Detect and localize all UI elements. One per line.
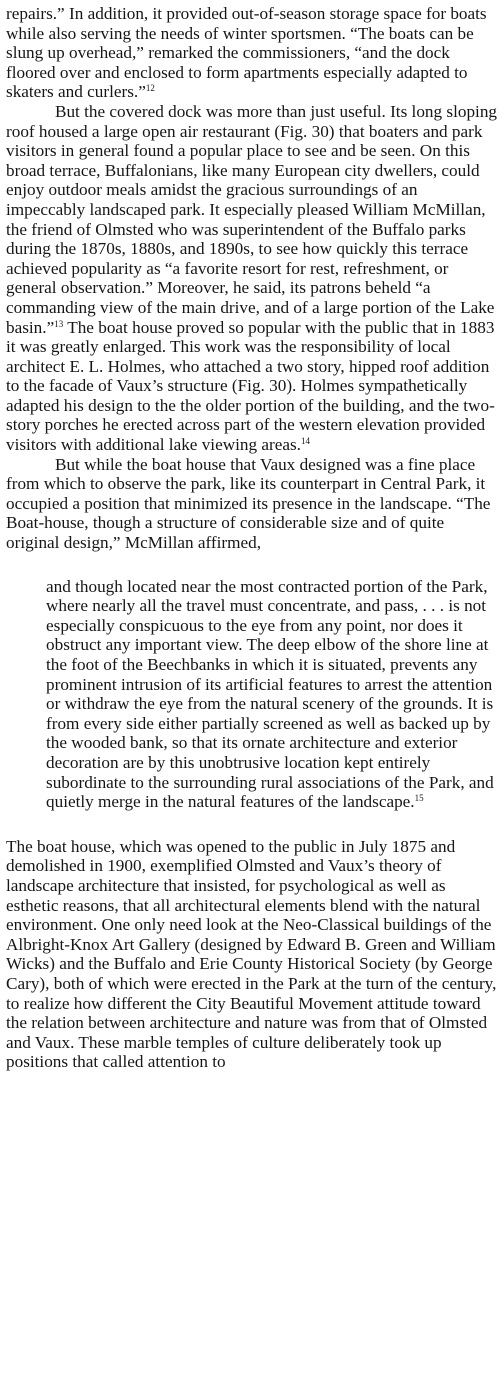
paragraph-terrace <box>6 102 498 455</box>
paragraph-text: The boat house proved so popular with the public that in 1883 it was greatly enlarged. This work was the responsibility of local architect E. L. Holmes, who attached a two story, hipped roof addition to the facade of Vaux’s structure (Fig. 30). Holmes sympathetically adapted his design to the the older portion of the building, and the two-story porches he erected across part of the western elevation provided visitors with additional lake viewing areas. <box>6 317 495 455</box>
footnote-marker: 15 <box>414 793 424 804</box>
footnote-marker: 12 <box>145 83 155 94</box>
paragraph-storage <box>6 4 498 102</box>
paragraph-text: But while the boat house that Vaux designed was a fine place from which to observe the park, like its counterpart in Central Park, it occupied a position that minimized its presence in the landscape. “The Boat-house, though a structure of considerable size and of quite original design,” McMillan affirmed, <box>6 454 491 553</box>
footnote-marker: 14 <box>300 436 310 447</box>
paragraph-conclusion <box>6 837 498 1072</box>
paragraph-position <box>6 455 498 553</box>
paragraph-text: repairs.” In addition, it provided out-of-season storage space for boats while also serving the needs of winter sportsmen. “The boats can be slung up overhead,” remarked the commissioners, “and the dock floored over and enclosed to form apartments especially adapted to skaters and curlers.” <box>6 4 487 102</box>
block-quote <box>46 577 498 812</box>
quote-text: and though located near the most contracted portion of the Park, where nearly all the travel must concentrate, and pass, . . . is not especially conspicuous to the eye from any point, nor does it obstruct any important view. The deep elbow of the shore line at the foot of the Beechbanks in which it is situated, prevents any prominent intrusion of its artificial features to arrest the attention or withdraw the eye from the natural scenery of the grounds. It is from every side either partially screened as well as backed up by the wooded bank, so that its ornate architecture and exterior decoration are by this unobtrusive location kept entirely subordinate to the surrounding rural associations of the Park, and quietly merge in the natural features of the landscape. <box>46 576 494 812</box>
paragraph-text: The boat house, which was opened to the public in July 1875 and demolished in 1900, exemplified Olmsted and Vaux’s theory of landscape architecture that insisted, for psychological as well as esthetic reasons, that all architectural elements blend with the natural environment. One only need look at the Neo-Classical buildings of the Albright-Knox Art Gallery (designed by Edward B. Green and William Wicks) and the Buffalo and Erie County Historical Society (by George Cary), both of which were erected in the Park at the turn of the century, to realize how different the City Beautiful Movement attitude toward the relation between architecture and nature was from that of Olmsted and Vaux. These marble temples of culture deliberately took up positions that called attention to <box>6 836 497 1072</box>
footnote-marker: 13 <box>54 318 64 329</box>
paragraph-text: But the covered dock was more than just useful. Its long sloping roof housed a large open air restaurant (Fig. 30) that boaters and park visitors in general found a popular place to see and be seen. On this broad terrace, Buffalonians, like many European city dwellers, could enjoy outdoor meals amidst the gracious surroundings of an impeccably landscaped park. It especially pleased William McMillan, the friend of Olmsted who was superintendent of the Buffalo parks during the 1870s, 1880s, and 1890s, to see how quickly this terrace achieved popularity as “a favorite resort for rest, refreshment, or general observation.” Moreover, he said, its patrons beheld “a commanding view of the main drive, and of a large portion of the Lake basin.” <box>6 101 498 337</box>
